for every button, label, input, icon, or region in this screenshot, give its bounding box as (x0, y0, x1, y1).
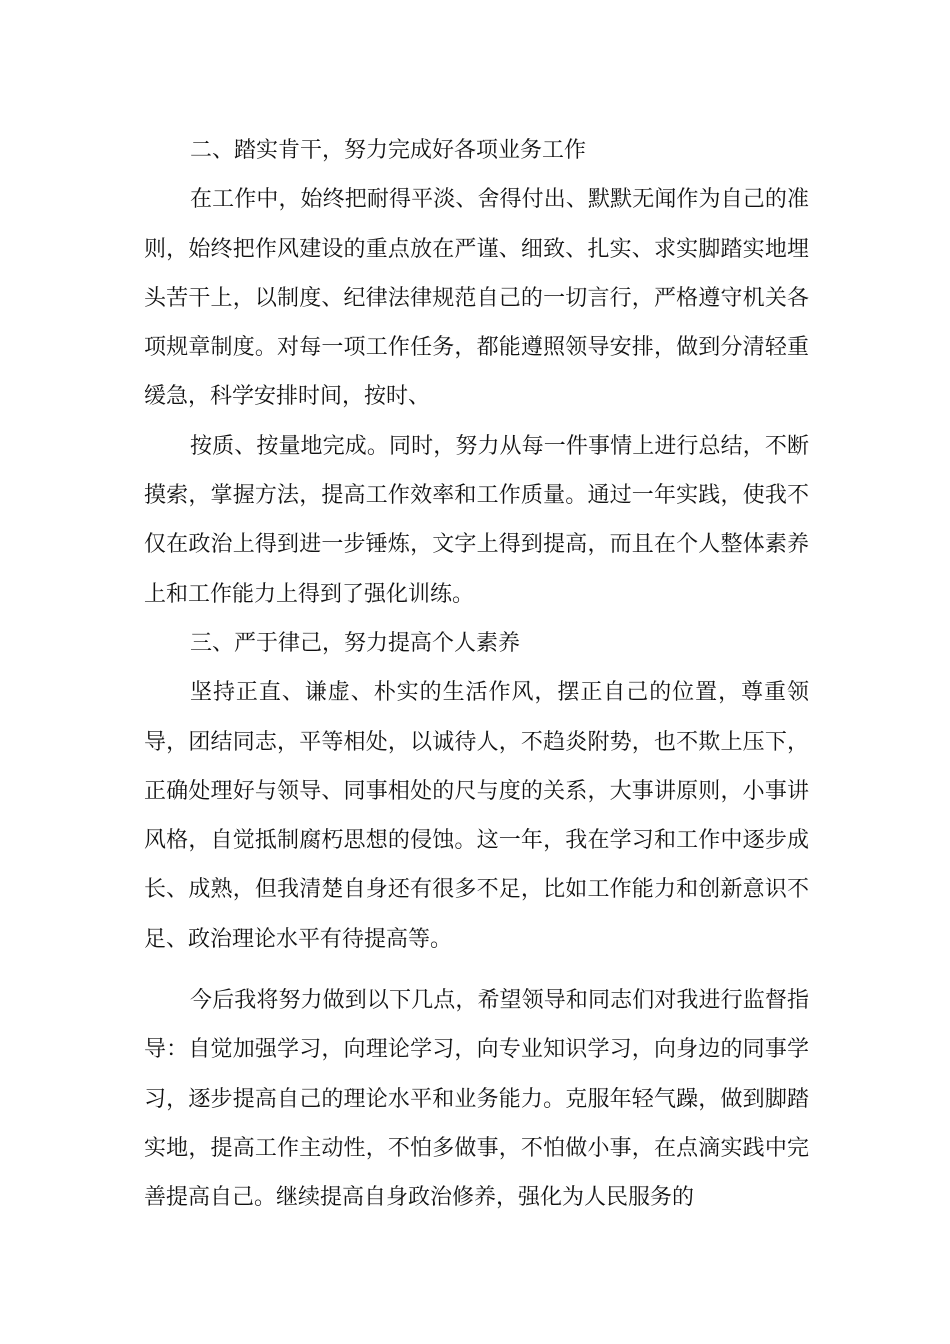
paragraph-self-discipline: 坚持正直、谦虚、朴实的生活作风，摆正自己的位置，尊重领导，团结同志，平等相处，以诚待人，不趋炎附势，也不欺上压下，正确处理好与领导、同事相处的尺与度的关系，大事讲原则，小事讲风格，自觉抵制腐朽思想的侵蚀。这一年，我在学习和工作中逐步成长、成熟，但我清楚自身还有很多不足，比如工作能力和创新意识不足、政治理论水平有待提高等。 (144, 680, 809, 952)
section-heading-2: 二、踏实肯干，努力完成好各项业务工作 (190, 138, 587, 163)
document-body (144, 126, 809, 1223)
paragraph-work-results: 按质、按量地完成。同时，努力从每一件事情上进行总结，不断摸索，掌握方法，提高工作效率和工作质量。通过一年实践，使我不仅在政治上得到进一步锤炼，文字上得到提高，而且在个人整体素养上和工作能力上得到了强化训练。 (144, 433, 809, 607)
paragraph-work-principles: 在工作中，始终把耐得平淡、舍得付出、默默无闻作为自己的准则，始终把作风建设的重点放在严谨、细致、扎实、求实脚踏实地埋头苦干上，以制度、纪律法律规范自己的一切言行，严格遵守机关各项规章制度。对每一项工作任务，都能遵照领导安排，做到分清轻重缓急，科学安排时间，按时、 (144, 187, 809, 410)
section-heading-3: 三、严于律己，努力提高个人素养 (190, 630, 521, 656)
paragraph-future-plans: 今后我将努力做到以下几点，希望领导和同志们对我进行监督指导：自觉加强学习，向理论学习，向专业知识学习，向身边的同事学习，逐步提高自己的理论水平和业务能力。克服年轻气躁，做到脚踏实地，提高工作主动性，不怕多做事，不怕做小事，在点滴实践中完善提高自己。继续提高自身政治修养，强化为人民服务的 (144, 988, 809, 1211)
